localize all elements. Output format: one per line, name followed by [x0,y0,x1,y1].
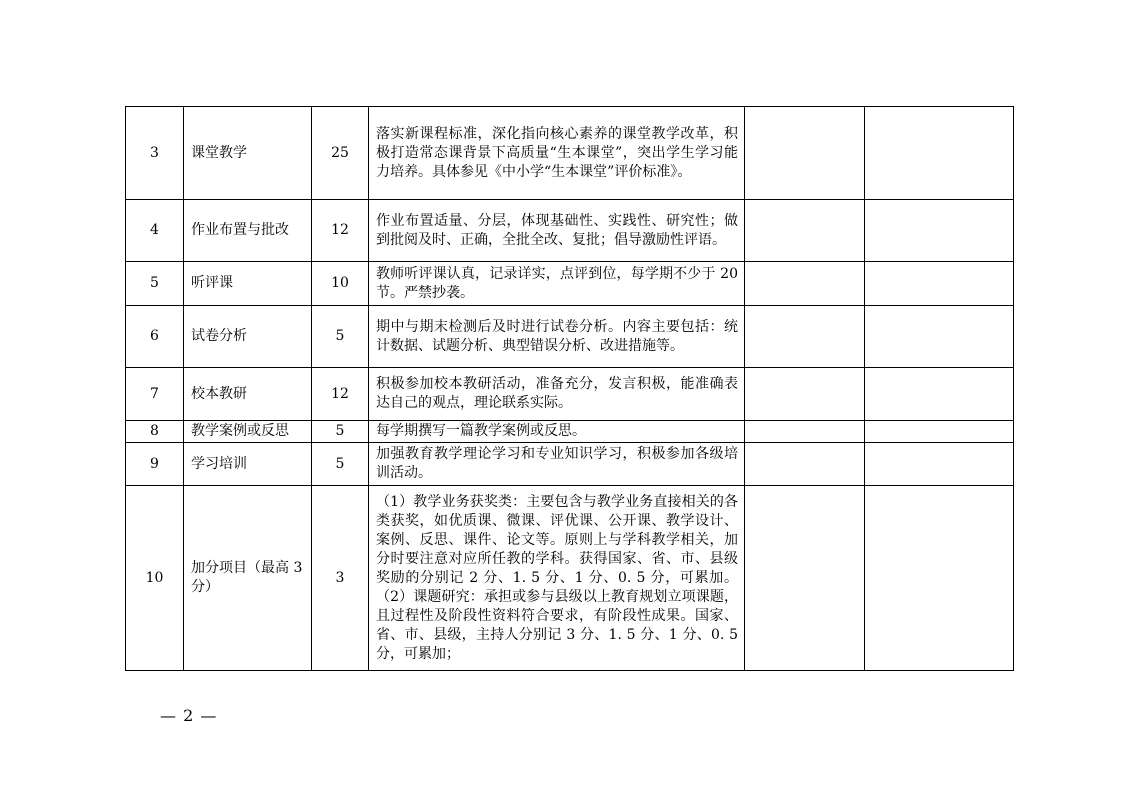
row-blank-cell [745,368,865,421]
row-blank-cell [865,262,1014,306]
row-score: 12 [312,368,369,421]
row-requirement: 落实新课程标准，深化指向核心素养的课堂教学改革，积极打造常态课背景下高质量“生本课堂”，突出学生学习能力培养。具体参见《中小学“生本课堂”评价标准》。 [369,107,745,200]
row-blank-cell [745,306,865,368]
row-item: 加分项目（最高 3 分） [184,486,312,671]
row-item: 课堂教学 [184,107,312,200]
row-score: 25 [312,107,369,200]
row-number: 3 [126,107,184,200]
row-score: 5 [312,306,369,368]
row-blank-cell [745,262,865,306]
row-blank-cell [865,421,1014,443]
row-score: 10 [312,262,369,306]
table-row [126,262,1014,306]
row-requirement: 积极参加校本教研活动，准备充分，发言积极，能准确表达自己的观点，理论联系实际。 [369,368,745,421]
row-requirement: （1）教学业务获奖类：主要包含与教学业务直接相关的各类获奖，如优质课、微课、评优课、公开课、教学设计、案例、反思、课件、论文等。原则上与学科教学相关，加分时要注意对应所任教的学科。获得国家、省、市、县级奖励的分别记 2 分、1. 5 分、1 分、0. 5 分，可累加。（2）课题研究：承担或参与县级以上教育规划立项课题，且过程性及阶段性资料符合要求，有阶段性成果。国家、省、市、县级，主持人分别记 3 分、1. 5 分、1 分、0. 5 分，可累加； [369,486,745,671]
row-requirement: 作业布置适量、分层，体现基础性、实践性、研究性；做到批阅及时、正确，全批全改、复批；倡导激励性评语。 [369,200,745,262]
row-score: 3 [312,486,369,671]
table-row [126,368,1014,421]
row-number: 5 [126,262,184,306]
row-number: 9 [126,443,184,486]
row-requirement: 加强教育教学理论学习和专业知识学习，积极参加各级培训活动。 [369,443,745,486]
row-number: 4 [126,200,184,262]
row-blank-cell [865,486,1014,671]
row-blank-cell [865,368,1014,421]
row-number: 6 [126,306,184,368]
row-blank-cell [745,421,865,443]
row-number: 10 [126,486,184,671]
row-score: 5 [312,443,369,486]
row-blank-cell [865,443,1014,486]
row-item: 教学案例或反思 [184,421,312,443]
row-item: 作业布置与批改 [184,200,312,262]
row-requirement: 每学期撰写一篇教学案例或反思。 [369,421,745,443]
table-row [126,421,1014,443]
page-number: — 2 — [160,706,218,725]
row-number: 8 [126,421,184,443]
row-blank-cell [865,107,1014,200]
row-blank-cell [745,486,865,671]
row-blank-cell [865,200,1014,262]
row-score: 12 [312,200,369,262]
row-item: 校本教研 [184,368,312,421]
table-row [126,107,1014,200]
row-item: 试卷分析 [184,306,312,368]
row-blank-cell [745,200,865,262]
table-row [126,443,1014,486]
evaluation-table [125,106,1014,671]
table-row [126,306,1014,368]
row-requirement: 教师听评课认真，记录详实，点评到位，每学期不少于 20 节。严禁抄袭。 [369,262,745,306]
row-item: 听评课 [184,262,312,306]
row-number: 7 [126,368,184,421]
row-score: 5 [312,421,369,443]
row-blank-cell [745,443,865,486]
row-requirement: 期中与期末检测后及时进行试卷分析。内容主要包括：统计数据、试题分析、典型错误分析、改进措施等。 [369,306,745,368]
row-blank-cell [745,107,865,200]
row-blank-cell [865,306,1014,368]
table-row [126,486,1014,671]
row-item: 学习培训 [184,443,312,486]
table-row [126,200,1014,262]
